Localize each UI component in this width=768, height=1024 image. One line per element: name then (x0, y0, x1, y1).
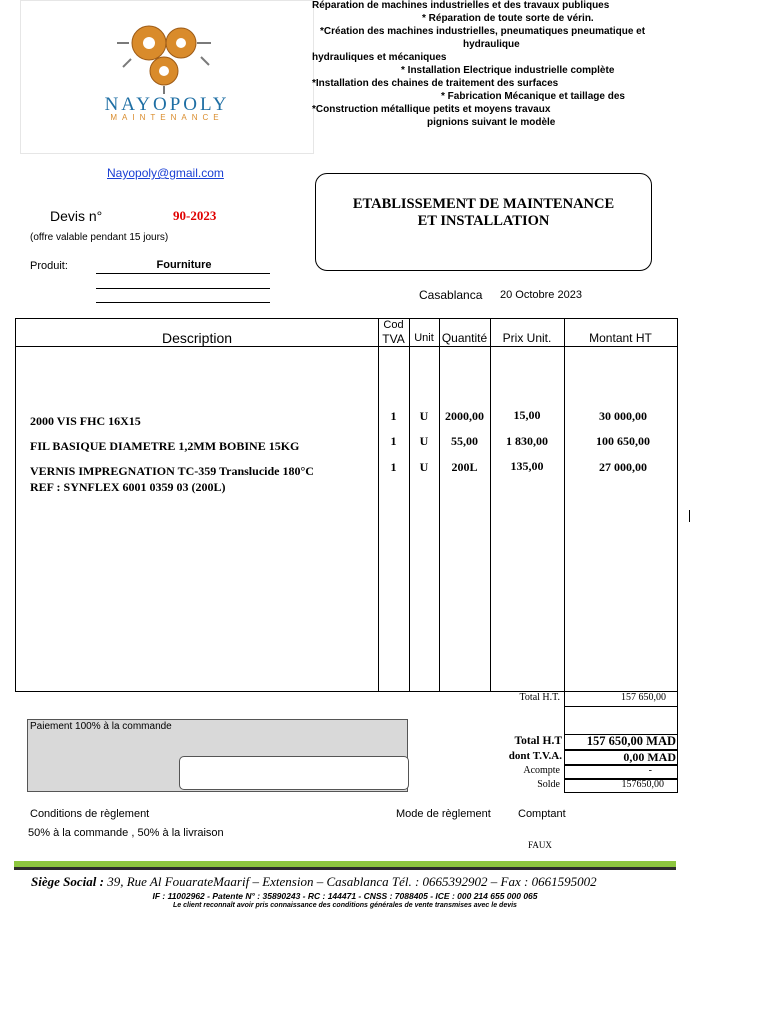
company-title (316, 196, 651, 230)
acompte-label: Acompte (523, 765, 560, 776)
tva-value: 0,00 MAD (623, 750, 676, 764)
col-description: Description (161, 330, 233, 346)
column-divider (439, 319, 440, 691)
row-montant: 27 000,00 (599, 460, 647, 474)
faux-mark: FAUX (528, 840, 552, 850)
conditions-label: Conditions de règlement (30, 808, 150, 820)
service-line: *Construction métallique petits et moyens travaux (312, 104, 551, 115)
conditions-value: 50% à la commande , 50% à la livraison (28, 827, 224, 839)
offer-validity: (offre valable pendant 15 jours) (30, 232, 169, 243)
service-line: * Fabrication Mécanique et taillage des (441, 91, 625, 102)
divider (96, 273, 270, 274)
row-tva: 1 (390, 409, 397, 423)
payment-mode-value: Comptant (518, 808, 566, 820)
row-prix: 135,00 (510, 459, 544, 473)
signature-field[interactable] (179, 756, 409, 790)
row-tva: 1 (390, 434, 397, 448)
col-prix: Prix Unit. (502, 331, 552, 345)
service-line: *Installation des chaines de traitement des surfaces (312, 78, 559, 89)
totals-spacer (564, 706, 678, 734)
company-logo (20, 0, 314, 154)
row-quantite: 55,00 (451, 434, 478, 448)
row-tva: 1 (390, 460, 397, 474)
row-unit: U (419, 434, 429, 448)
total-ht2-label: Total H.T (514, 735, 562, 747)
tva-label: dont T.V.A. (508, 750, 562, 762)
service-line: hydrauliques et mécaniques (312, 52, 447, 63)
col-tva: TVA (382, 332, 405, 346)
payment-box (27, 719, 408, 792)
solde-value: 157650,00 (621, 779, 664, 790)
payment-note: Paiement 100% à la commande (30, 721, 172, 732)
row-description: REF : SYNFLEX 6001 0359 03 (200L) (30, 480, 226, 494)
column-divider (409, 319, 410, 691)
text-cursor (689, 510, 690, 522)
row-quantite: 2000,00 (445, 409, 484, 423)
row-prix: 15,00 (513, 408, 541, 422)
email-link[interactable]: Nayopoly@gmail.com (107, 166, 224, 180)
produit-value: Fourniture (156, 259, 212, 271)
divider (96, 288, 270, 289)
col-quantite: Quantité (441, 331, 488, 345)
company-title-line: ETABLISSEMENT DE MAINTENANCE (352, 196, 615, 212)
column-divider (490, 319, 491, 691)
row-montant: 30 000,00 (599, 409, 647, 423)
service-line: * Installation Electrique industrielle complète (401, 65, 615, 76)
siege-label: Siège Social : (31, 874, 104, 889)
row-unit: U (419, 409, 429, 423)
service-line: pignions suivant le modèle (427, 117, 556, 128)
column-divider (378, 319, 379, 691)
column-divider (564, 319, 565, 691)
items-table (15, 318, 678, 692)
logo-tagline: MAINTENANCE (110, 113, 224, 122)
row-quantite: 200L (451, 460, 478, 474)
service-line: *Création des machines industrielles, pneumatiques pneumatique et (320, 26, 646, 37)
address-text: 39, Rue Al FouarateMaarif – Extension – Casablanca Tél. : 0665392902 – Fax : 0661595002 (103, 874, 597, 889)
total-ht-label: Total H.T. (519, 692, 560, 703)
row-prix: 1 830,00 (506, 434, 548, 448)
divider (96, 302, 270, 303)
total-ht-value: 157 650,00 (621, 692, 666, 703)
company-title-box (315, 173, 652, 271)
col-cod: Cod (383, 319, 404, 331)
gears-logo-icon (109, 21, 219, 99)
solde-label: Solde (537, 779, 560, 790)
footer-ids: IF : 11002962 - Patente N° : 35890243 - RC : 144471 - CNSS : 7088405 - ICE : 000 214 655 000 065 (152, 891, 538, 901)
row-description: FIL BASIQUE DIAMETRE 1,2MM BOBINE 15KG (30, 439, 300, 453)
header-divider (16, 346, 677, 347)
total-ht2-value: 157 650,00 MAD (586, 734, 676, 748)
col-unit: Unit (414, 332, 434, 344)
row-description: VERNIS IMPREGNATION TC-359 Translucide 180°C (30, 464, 314, 478)
payment-mode-label: Mode de règlement (396, 808, 491, 820)
acompte-value: - (648, 765, 652, 776)
city: Casablanca (419, 288, 483, 302)
service-line: Réparation de machines industrielles et des travaux publiques (312, 0, 610, 11)
footer-bar (14, 867, 676, 870)
service-line: * Réparation de toute sorte de vérin. (422, 13, 594, 24)
col-montant: Montant HT (589, 331, 652, 345)
devis-label: Devis n° (50, 208, 103, 224)
row-description: 2000 VIS FHC 16X15 (30, 414, 141, 428)
logo-name: NAYOPOLY (104, 94, 230, 115)
company-title-line: ET INSTALLATION (417, 213, 550, 229)
service-line: hydraulique (463, 39, 520, 50)
footer-address (31, 874, 597, 890)
row-unit: U (419, 460, 429, 474)
footer-note: Le client reconnaît avoir pris connaissance des conditions générales de vente transmises avec le devis (173, 902, 517, 909)
row-montant: 100 650,00 (596, 434, 650, 448)
date: 20 Octobre 2023 (500, 289, 582, 301)
produit-label: Produit: (30, 260, 68, 272)
devis-number: 90-2023 (173, 208, 217, 223)
